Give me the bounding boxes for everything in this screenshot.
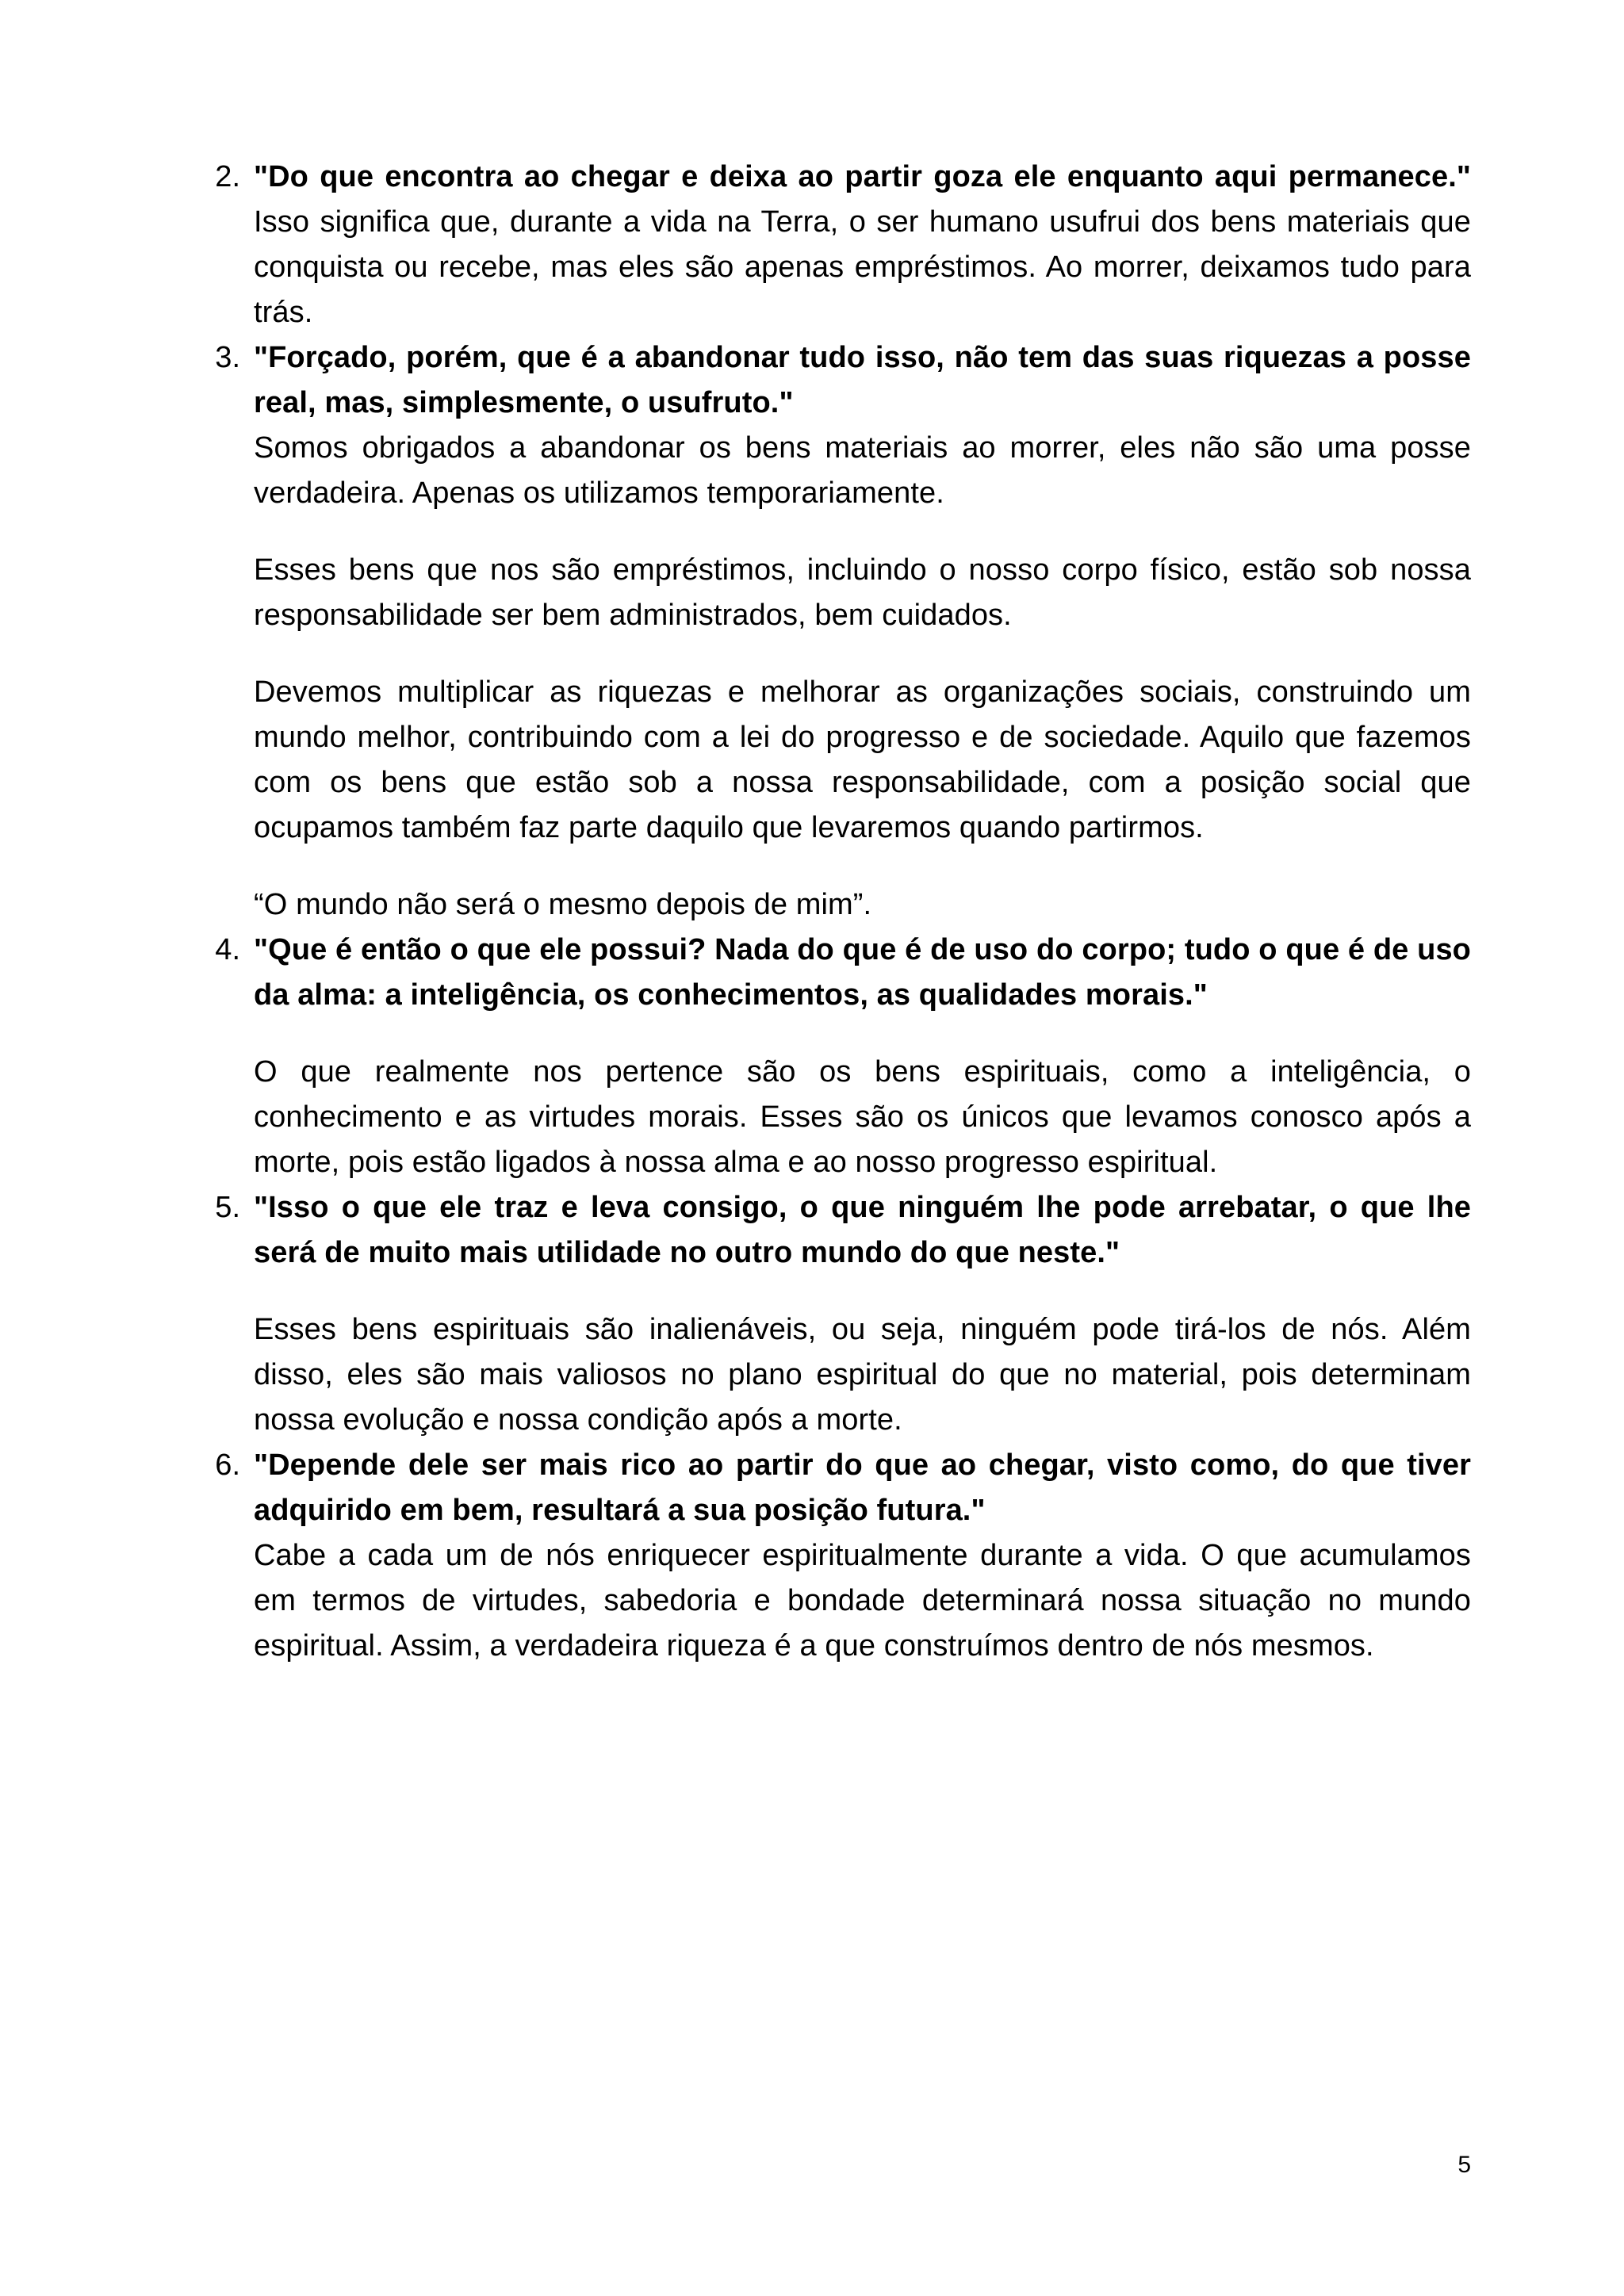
quote-text-5: "Isso o que ele traz e leva consigo, o que ninguém lhe pode arrebatar, o que lhe será de muito mais utilidade no outro mundo do que neste." (254, 1191, 1471, 1269)
list-item-5 (202, 1185, 1471, 1443)
numbered-list (202, 155, 1471, 516)
numbered-list-continued (202, 928, 1471, 1669)
quote-text-4: "Que é então o que ele possui? Nada do que é de uso do corpo; tudo o que é de uso da alma: a inteligência, os conhecimentos, as qualidades morais." (254, 933, 1471, 1012)
quote-text-6: "Depende dele ser mais rico ao partir do que ao chegar, visto como, do que tiver adquirido em bem, resultará a sua posição futura." (254, 1448, 1471, 1527)
list-item-2 (202, 155, 1471, 335)
list-item-3 (202, 335, 1471, 516)
explanation-text-5: Esses bens espirituais são inalienáveis, ou seja, ninguém pode tirá-los de nós. Além disso, eles são mais valiosos no plano espiritual do que no material, pois determinam nossa evolução e nossa condição após a morte. (254, 1313, 1471, 1437)
paragraph-devemos-multiplicar: Devemos multiplicar as riquezas e melhorar as organizações sociais, construindo um mundo melhor, contribuindo com a lei do progresso e de sociedade. Aquilo que fazemos com os bens que estão sob a nossa responsabilidade, com a posição social que ocupamos também faz parte daquilo que levaremos quando partirmos. (254, 675, 1471, 844)
explanation-text-4: O que realmente nos pertence são os bens espirituais, como a inteligência, o conhecimento e as virtudes morais. Esses são os únicos que levamos conosco após a morte, pois estão ligados à nossa alma e ao nosso progresso espiritual. (254, 1055, 1471, 1179)
paragraph-esses-bens: Esses bens que nos são empréstimos, incluindo o nosso corpo físico, estão sob nossa responsabilidade ser bem administrados, bem cuidados. (254, 553, 1471, 632)
page-number: 5 (1457, 2152, 1471, 2178)
item-3-extra-paragraphs (202, 548, 1471, 928)
list-item-6 (202, 1443, 1471, 1669)
explanation-text-6: Cabe a cada um de nós enriquecer espiritualmente durante a vida. O que acumulamos em termos de virtudes, sabedoria e bondade determinará nossa situação no mundo espiritual. Assim, a verdadeira riqueza é a que construímos dentro de nós mesmos. (254, 1539, 1471, 1663)
explanation-text-2: Isso significa que, durante a vida na Terra, o ser humano usufrui dos bens materiais que conquista ou recebe, mas eles são apenas empréstimos. Ao morrer, deixamos tudo para trás. (254, 205, 1471, 329)
quote-text-2: "Do que encontra ao chegar e deixa ao partir goza ele enquanto aqui permanece." (254, 160, 1471, 193)
quote-text-3: "Forçado, porém, que é a abandonar tudo isso, não tem das suas riquezas a posse real, mas, simplesmente, o usufruto." (254, 341, 1471, 419)
list-item-4 (202, 928, 1471, 1185)
explanation-text-3: Somos obrigados a abandonar os bens materiais ao morrer, eles não são uma posse verdadeira. Apenas os utilizamos temporariamente. (254, 431, 1471, 510)
paragraph-o-mundo-quote: “O mundo não será o mesmo depois de mim”. (254, 888, 872, 921)
document-body (202, 155, 1471, 1669)
